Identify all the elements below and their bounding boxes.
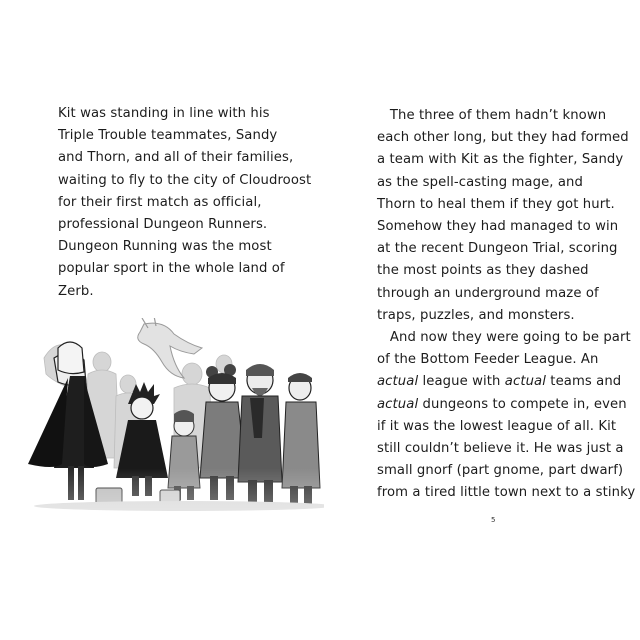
text-line: [377, 371, 635, 393]
text-segment: at the recent Dungeon Trial, scoring: [377, 241, 618, 257]
text-line: Zerb.: [58, 283, 94, 299]
text-line: Kit was standing in line with his: [58, 106, 270, 121]
text-line: [377, 305, 635, 327]
text-segment: Thorn to heal them if they got hurt.: [377, 196, 615, 212]
text-segment: teams and: [546, 374, 622, 390]
text-segment: the most points as they dashed: [377, 263, 589, 279]
text-line: [377, 283, 635, 305]
text-line: [377, 327, 635, 349]
text-segment: Somehow they had managed to win: [377, 219, 619, 235]
text-line: [377, 194, 635, 216]
right-page-text: [377, 105, 635, 505]
text-segment: traps, puzzles, and monsters.: [377, 307, 575, 323]
text-segment: a team with Kit as the fighter, Sandy: [377, 152, 624, 168]
left-page-text: [58, 103, 311, 303]
text-line: and Thorn, and all of their families,: [58, 150, 294, 166]
text-segment: if it was the lowest league of all. Kit: [377, 418, 617, 434]
text-line: [377, 238, 635, 260]
text-line: popular sport in the whole land of: [58, 261, 285, 277]
text-line: [377, 216, 635, 238]
text-line: [377, 260, 635, 282]
text-segment: from a tired little town next to a stinky: [377, 485, 636, 501]
text-line: waiting to fly to the city of Cloudroost: [58, 172, 312, 188]
text-line: Dungeon Running was the most: [58, 239, 272, 255]
text-line: [377, 438, 635, 460]
character-lineup-illustration: [24, 318, 324, 514]
text-line: [377, 127, 635, 149]
text-segment: dungeons to compete in, even: [418, 396, 627, 412]
page-number: 5: [491, 516, 496, 524]
text-segment: as the spell-casting mage, and: [377, 174, 583, 190]
text-line: [377, 482, 635, 504]
italic-text-segment: actual: [377, 374, 419, 390]
text-line: [377, 416, 635, 438]
text-line: [377, 172, 635, 194]
text-segment: league with: [418, 374, 505, 390]
text-line: Triple Trouble teammates, Sandy: [58, 128, 278, 144]
text-segment: of the Bottom Feeder League. An: [377, 352, 599, 368]
text-segment: The three of them hadn’t known: [377, 108, 607, 123]
text-segment: still couldn’t believe it. He was just a: [377, 441, 624, 457]
text-line: [377, 460, 635, 482]
text-segment: each other long, but they had formed: [377, 130, 629, 146]
italic-text-segment: actual: [377, 396, 419, 412]
text-line: [377, 394, 635, 416]
text-segment: And now they were going to be part: [377, 330, 631, 346]
text-line: for their first match as official,: [58, 194, 262, 210]
text-line: professional Dungeon Runners.: [58, 217, 268, 233]
text-line: [377, 149, 635, 171]
text-line: [377, 349, 635, 371]
text-segment: small gnorf (part gnome, part dwarf): [377, 463, 624, 479]
text-segment: through an underground maze of: [377, 285, 599, 301]
italic-text-segment: actual: [504, 374, 546, 390]
text-line: [377, 105, 635, 127]
